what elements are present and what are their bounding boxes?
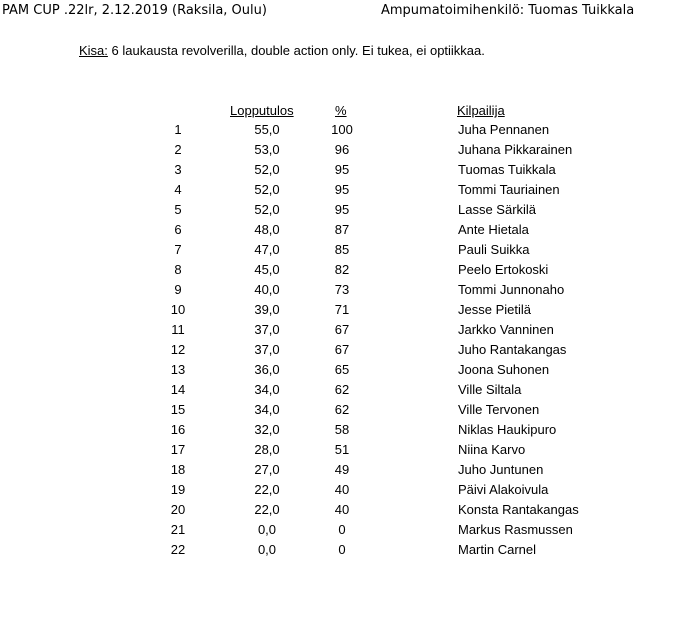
percent-cell: 51 [334,442,350,457]
table-row [0,540,676,560]
score-cell: 36,0 [254,362,280,377]
competitor-cell: Ante Hietala [458,222,529,237]
percent-cell: 100 [331,122,353,137]
score-cell: 32,0 [254,422,280,437]
competitor-cell: Jesse Pietilä [458,302,531,317]
competitor-cell: Pauli Suikka [458,242,530,257]
rank-cell: 8 [174,262,182,277]
competitor-cell: Joona Suhonen [458,362,550,377]
percent-cell: 58 [334,422,350,437]
score-cell: 48,0 [254,222,280,237]
score-cell: 34,0 [254,382,280,397]
table-row [0,140,676,160]
rank-cell: 15 [170,402,186,417]
percent-cell: 40 [334,502,350,517]
percent-cell: 67 [334,322,350,337]
percent-cell: 95 [334,202,350,217]
table-row [0,260,676,280]
percent-cell: 40 [334,482,350,497]
table-row [0,280,676,300]
table-row [0,160,676,180]
rank-cell: 4 [174,182,182,197]
table-row [0,400,676,420]
table-row [0,500,676,520]
rank-cell: 5 [174,202,182,217]
table-row [0,340,676,360]
percent-cell: 82 [334,262,350,277]
score-cell: 37,0 [254,322,280,337]
percent-cell: 85 [334,242,350,257]
range-officer: Ampumatoimihenkilö: Tuomas Tuikkala [381,3,635,18]
percent-cell: 87 [334,222,350,237]
competitor-cell: Konsta Rantakangas [458,502,579,517]
table-row [0,420,676,440]
competitor-cell: Niina Karvo [458,442,526,457]
percent-cell: 67 [334,342,350,357]
percent-cell: 49 [334,462,350,477]
competitor-cell: Niklas Haukipuro [458,422,557,437]
rank-cell: 17 [170,442,186,457]
percent-cell: 73 [334,282,350,297]
event-title: PAM CUP .22lr, 2.12.2019 (Raksila, Oulu) [2,3,267,18]
percent-cell: 95 [334,182,350,197]
percent-cell: 0 [338,522,346,537]
rank-cell: 10 [170,302,186,317]
competitor-cell: Ville Tervonen [458,402,540,417]
score-cell: 34,0 [254,402,280,417]
score-cell: 40,0 [254,282,280,297]
percent-cell: 95 [334,162,350,177]
competitor-cell: Tommi Tauriainen [458,182,560,197]
score-cell: 37,0 [254,342,280,357]
percent-cell: 96 [334,142,350,157]
score-cell: 52,0 [254,182,280,197]
competitor-cell: Tommi Junnonaho [458,282,565,297]
rank-cell: 9 [174,282,182,297]
competitor-cell: Juho Rantakangas [458,342,567,357]
score-cell: 55,0 [254,122,280,137]
score-cell: 45,0 [254,262,280,277]
score-cell: 27,0 [254,462,280,477]
competitor-cell: Markus Rasmussen [458,522,573,537]
table-row [0,240,676,260]
competitor-cell: Martin Carnel [458,542,537,557]
percent-cell: 71 [334,302,350,317]
percent-cell: 62 [334,402,350,417]
competitor-cell: Ville Siltala [458,382,522,397]
score-cell: 0,0 [257,542,277,557]
competition-label: Kisa: [79,43,108,58]
results-table [0,120,676,560]
rank-cell: 21 [170,522,186,537]
rank-cell: 18 [170,462,186,477]
rank-cell: 2 [174,142,182,157]
rank-cell: 3 [174,162,182,177]
rank-cell: 1 [174,122,182,137]
rank-cell: 12 [170,342,186,357]
table-row [0,380,676,400]
column-header-competitor: Kilpailija [457,103,505,118]
score-cell: 22,0 [254,482,280,497]
score-cell: 0,0 [257,522,277,537]
table-row [0,220,676,240]
score-cell: 52,0 [254,162,280,177]
rank-cell: 22 [170,542,186,557]
table-row [0,440,676,460]
competition-text: 6 laukausta revolverilla, double action only. Ei tukea, ei optiikkaa. [107,43,485,58]
score-cell: 39,0 [254,302,280,317]
table-row [0,480,676,500]
competitor-cell: Peelo Ertokoski [458,262,549,277]
table-row [0,180,676,200]
percent-cell: 65 [334,362,350,377]
competitor-cell: Juho Juntunen [458,462,544,477]
competition-description [79,43,485,58]
score-cell: 47,0 [254,242,280,257]
competitor-cell: Juhana Pikkarainen [458,142,573,157]
table-row [0,300,676,320]
table-row [0,520,676,540]
competitor-cell: Jarkko Vanninen [458,322,554,337]
table-row [0,460,676,480]
table-row [0,200,676,220]
competitor-cell: Päivi Alakoivula [458,482,549,497]
score-cell: 28,0 [254,442,280,457]
rank-cell: 20 [170,502,186,517]
column-header-score: Lopputulos [230,103,294,118]
score-cell: 22,0 [254,502,280,517]
rank-cell: 19 [170,482,186,497]
table-row [0,360,676,380]
table-row [0,320,676,340]
competitor-cell: Tuomas Tuikkala [458,162,556,177]
percent-cell: 0 [338,542,346,557]
rank-cell: 6 [174,222,182,237]
rank-cell: 7 [174,242,182,257]
score-cell: 52,0 [254,202,280,217]
competitor-cell: Lasse Särkilä [458,202,537,217]
table-row [0,120,676,140]
rank-cell: 14 [170,382,186,397]
competitor-cell: Juha Pennanen [458,122,550,137]
rank-cell: 13 [170,362,186,377]
percent-cell: 62 [334,382,350,397]
rank-cell: 11 [171,322,185,337]
rank-cell: 16 [170,422,186,437]
column-header-percent: % [335,103,347,118]
score-cell: 53,0 [254,142,280,157]
